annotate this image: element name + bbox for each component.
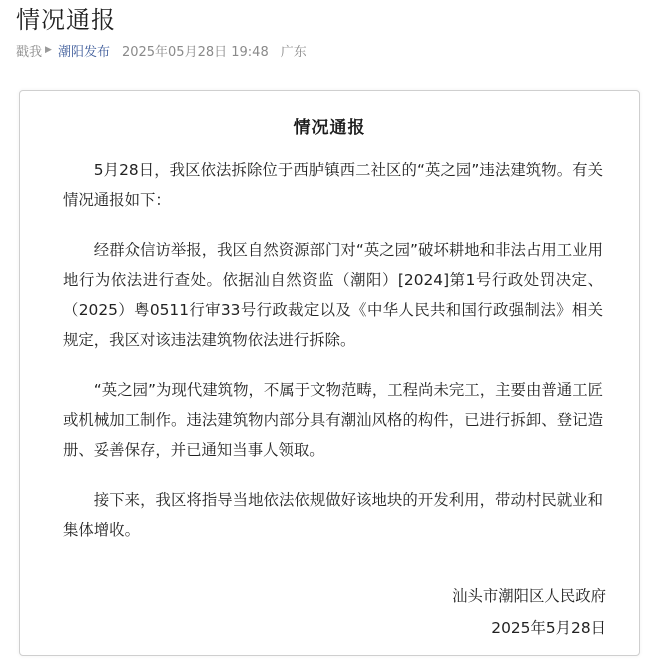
issue-date: 2025年5月28日 xyxy=(491,619,606,637)
notice-body xyxy=(63,155,603,565)
account-name-link[interactable]: 潮阳发布 xyxy=(57,44,110,60)
article-meta xyxy=(16,40,307,60)
notice-heading: 情况通报 xyxy=(293,118,366,138)
notice-paragraph: 5月28日，我区依法拆除位于西胪镇西二社区的“英之园”违法建筑物。有关情况通报如下： xyxy=(63,161,603,209)
publish-location: 广东 xyxy=(280,44,307,60)
article-title: 情况通报 xyxy=(16,6,116,34)
notice-signature xyxy=(452,580,606,644)
notice-image xyxy=(19,90,640,656)
notice-paragraph: 接下来，我区将指导当地依法依规做好该地块的开发利用，带动村民就业和集体增收。 xyxy=(63,491,603,539)
publish-time: 2025年05月28日 19:48 xyxy=(121,44,269,60)
nav-link[interactable]: 戳我 xyxy=(16,44,43,60)
play-arrow-icon: ▶ xyxy=(45,45,52,55)
notice-paragraph: 经群众信访举报，我区自然资源部门对“英之园”破坏耕地和非法占用工业用地行为依法进行查处。依据汕自然资监（潮阳）[2024]第1号行政处罚决定、（2025）粤0511行审33号行政裁定以及《中华人民共和国行政强制法》相关规定，我区对该违法建筑物依法进行拆除。 xyxy=(63,241,603,349)
issuer-name: 汕头市潮阳区人民政府 xyxy=(452,587,606,605)
notice-paragraph: “英之园”为现代建筑物，不属于文物范畴，工程尚未完工，主要由普通工匠或机械加工制作。违法建筑物内部分具有潮汕风格的构件，已进行拆卸、登记造册、妥善保存，并已通知当事人领取。 xyxy=(63,381,603,459)
